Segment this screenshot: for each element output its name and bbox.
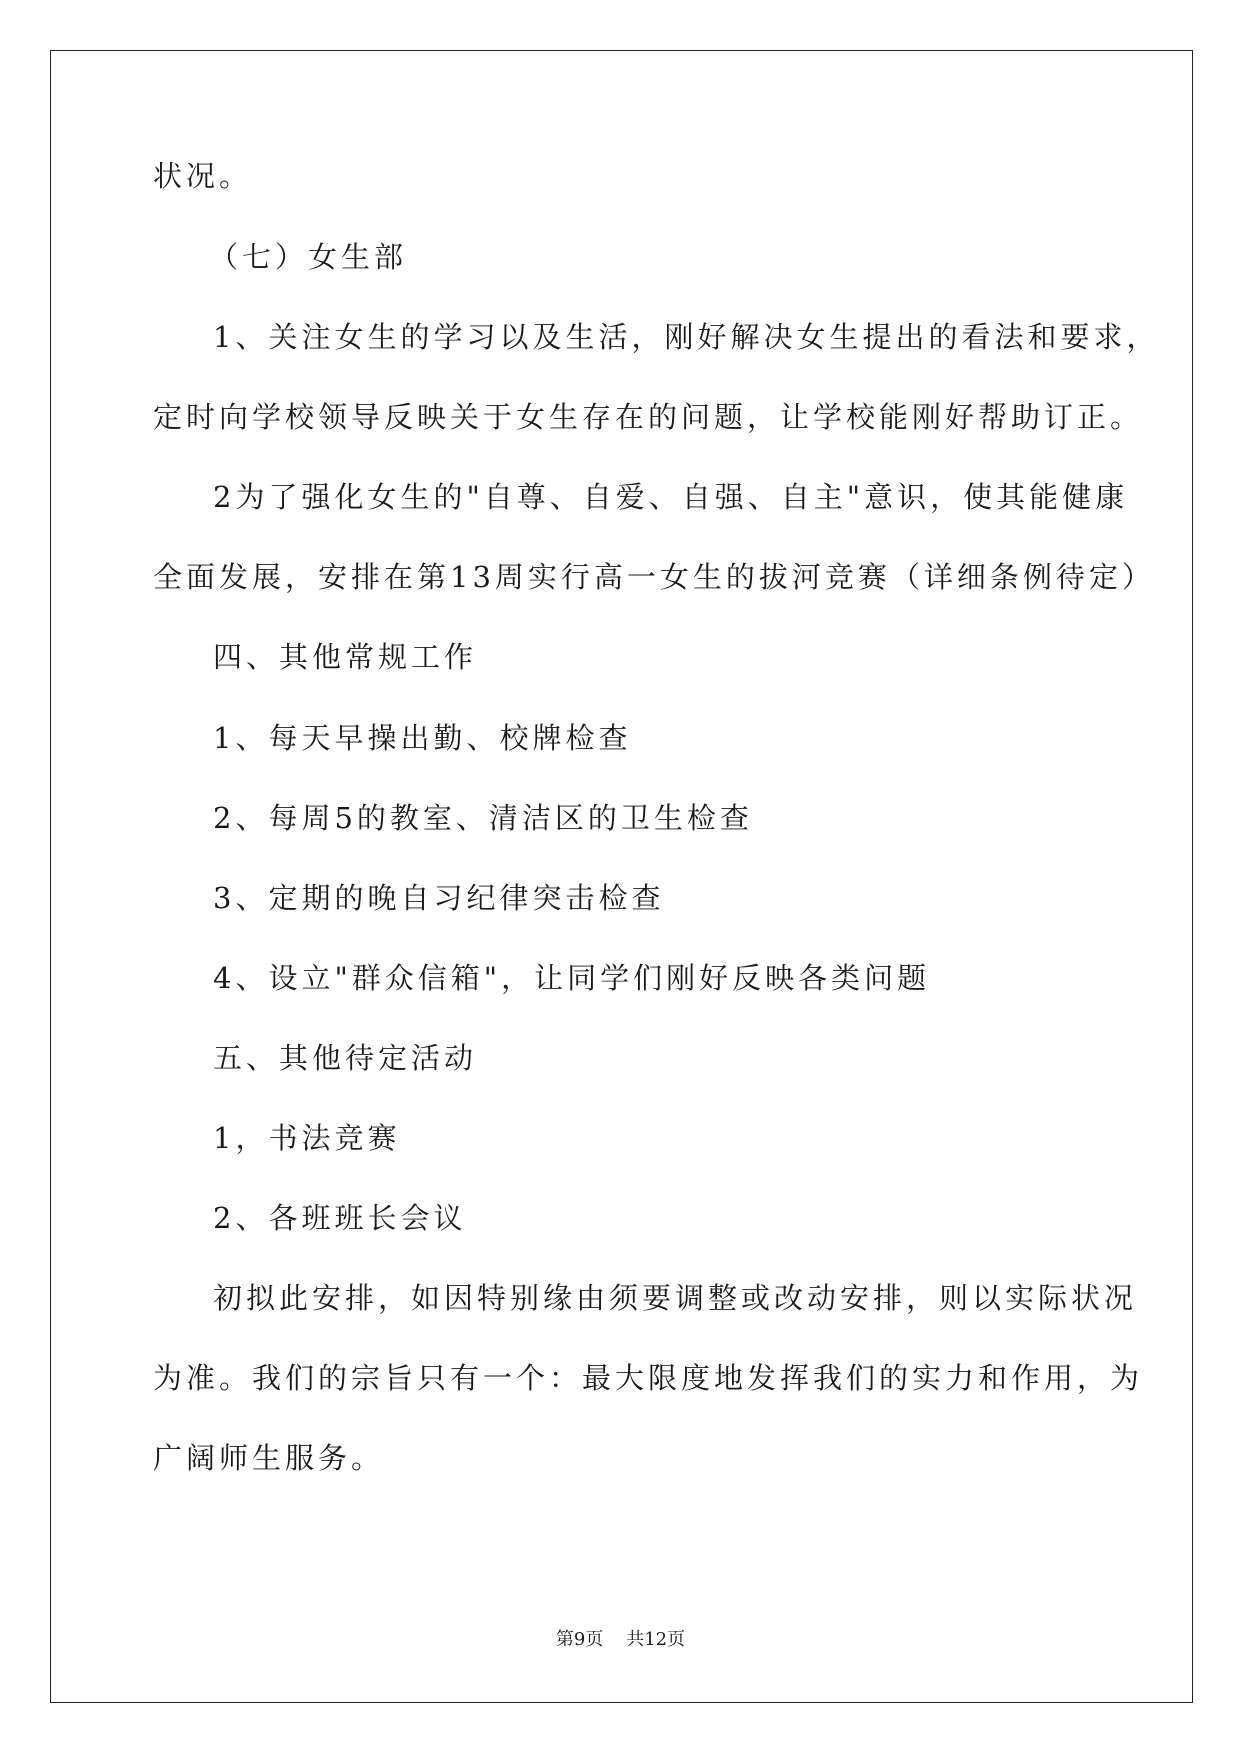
- list-item: 1、每天早操出勤、校牌检查: [213, 721, 632, 755]
- section-heading: （七）女生部: [209, 240, 408, 274]
- list-item: 1，书法竞赛: [213, 1121, 401, 1155]
- paragraph-line: 2为了强化女生的"自尊、自爱、自强、自主"意识，使其能健康: [213, 480, 1129, 514]
- paragraph-line: 初拟此安排，如因特别缘由须要调整或改动安排，则以实际状况: [213, 1281, 1138, 1315]
- paragraph-line: 状况。: [153, 159, 253, 193]
- paragraph-line: 广阔师生服务。: [153, 1441, 385, 1475]
- paragraph-line: 定时向学校领导反映关于女生存在的问题，让学校能刚好帮助订正。: [153, 400, 1144, 434]
- section-heading: 四、其他常规工作: [213, 640, 478, 674]
- list-item: 2、各班班长会议: [213, 1201, 467, 1235]
- list-item: 3、定期的晚自习纪律突击检查: [213, 881, 665, 915]
- section-heading: 五、其他待定活动: [213, 1041, 478, 1075]
- paragraph-line: 全面发展，安排在第13周实行高一女生的拔河竞赛（详细条例待定）: [153, 560, 1155, 594]
- paragraph-line: 为准。我们的宗旨只有一个：最大限度地发挥我们的实力和作用，为: [153, 1361, 1144, 1395]
- page-number-footer: 第9页 共12页: [555, 1629, 686, 1650]
- list-item: 2、每周5的教室、清洁区的卫生检查: [213, 801, 753, 835]
- list-item: 4、设立"群众信箱"，让同学们刚好反映各类问题: [213, 961, 931, 995]
- paragraph-line: 1、关注女生的学习以及生活，刚好解决女生提出的看法和要求，: [213, 320, 1160, 354]
